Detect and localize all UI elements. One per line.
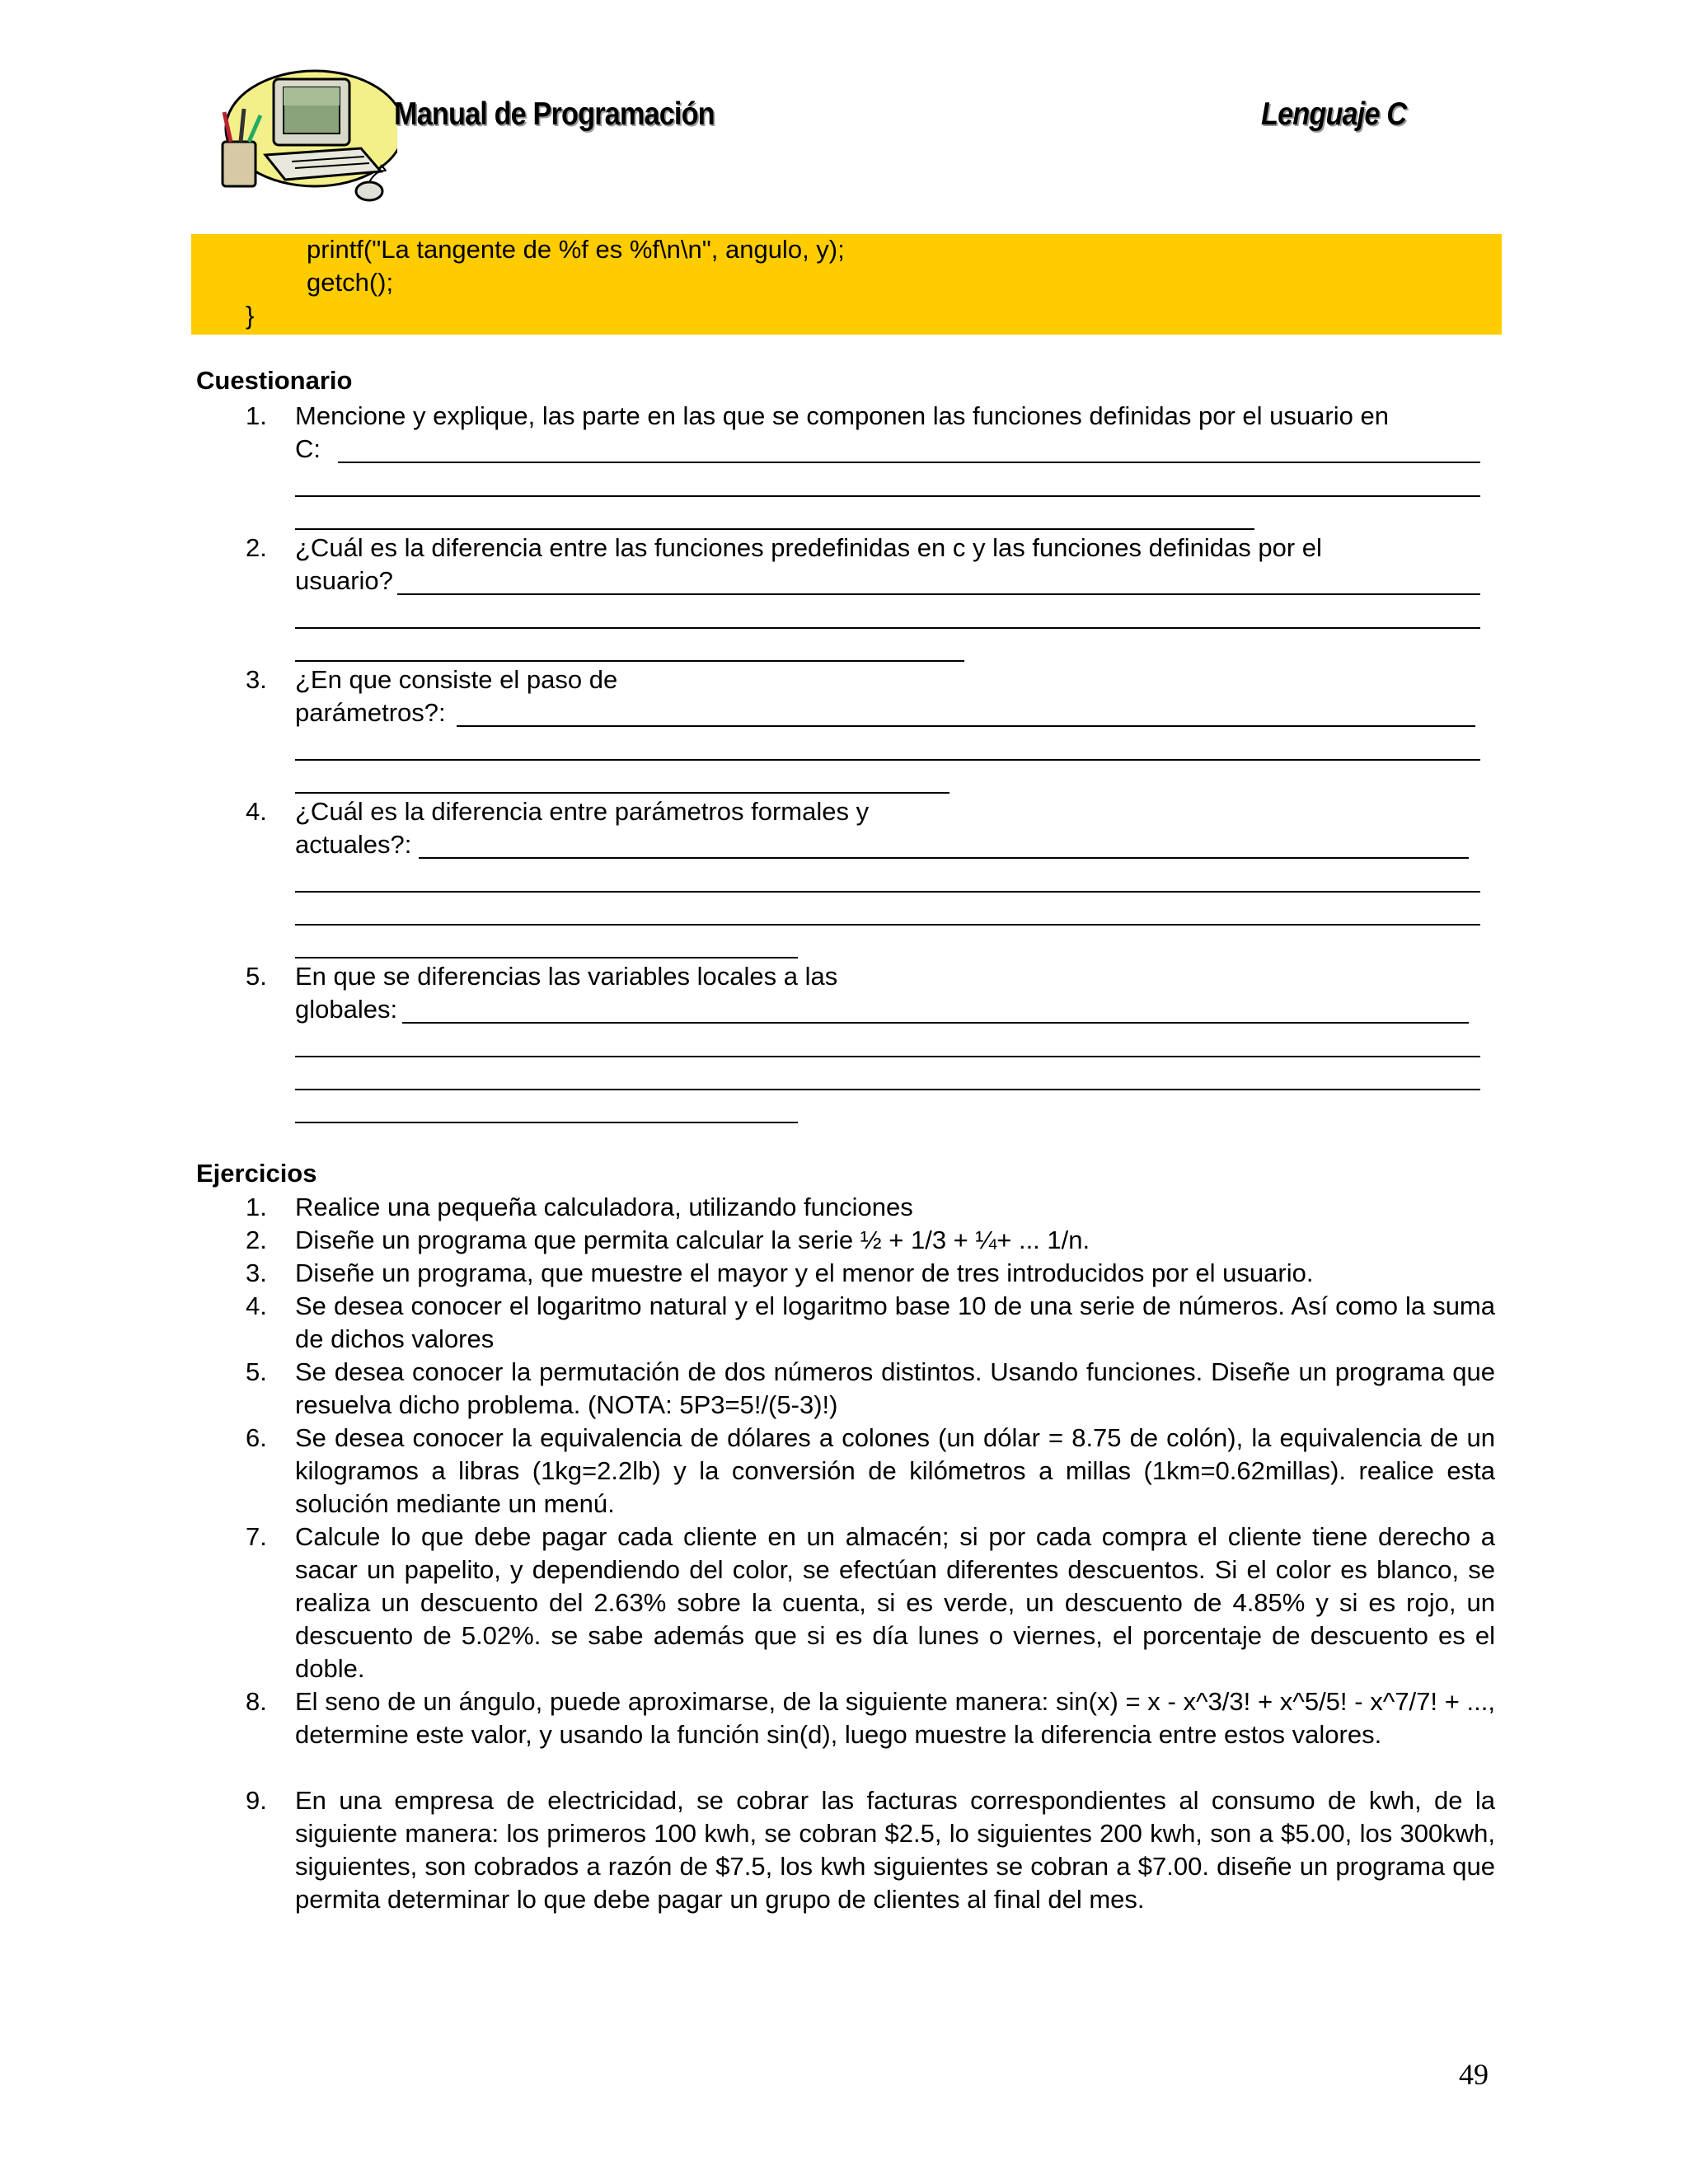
answer-line[interactable]	[295, 660, 964, 662]
answer-line[interactable]	[295, 792, 950, 794]
exercise-text: Se desea conocer la permutación de dos números distintos. Usando funciones. Diseñe un programa que resuelva dicho problema. (NOTA: 5P3=5!/(5-3)!)	[295, 1357, 1495, 1419]
exercise-number: 3.	[246, 1258, 267, 1287]
question-text-cont: globales:	[295, 995, 398, 1024]
exercise-number: 6.	[246, 1423, 267, 1452]
exercise-number: 2.	[246, 1226, 267, 1254]
question-number: 5.	[246, 962, 267, 991]
exercise-text: Se desea conocer la equivalencia de dólares a colones (un dólar = 8.75 de colón), la equivalencia de un kilogramos a libras (1kg=2.2lb) y la conversión de kilómetros a millas (1km=0.62millas). realice esta solución mediante un menú.	[295, 1423, 1495, 1518]
exercise-text: Diseñe un programa, que muestre el mayor y el menor de tres introducidos por el usuario.	[295, 1258, 1314, 1287]
code-line: getch();	[307, 268, 394, 297]
answer-line[interactable]	[295, 891, 1480, 893]
answer-line[interactable]	[295, 1122, 798, 1123]
exercise-number: 5.	[246, 1357, 267, 1386]
question-text: ¿Cuál es la diferencia entre las funciones predefinidas en c y las funciones definidas por el	[295, 533, 1322, 562]
exercise-text: Diseñe un programa que permita calcular la serie ½ + 1/3 + ¼+ ... 1/n.	[295, 1226, 1090, 1254]
answer-line[interactable]	[397, 593, 1480, 595]
exercise-number: 8.	[246, 1687, 267, 1716]
question-text: Mencione y explique, las parte en las que se componen las funciones definidas por el usuario en	[295, 401, 1389, 430]
code-line: }	[246, 301, 255, 330]
exercise-text: El seno de un ángulo, puede aproximarse, de la siguiente manera: sin(x) = x - x^3/3! + x^5/5! - x^7/7! + ..., determine este valor, y usando la función sin(d), luego muestre la diferencia entre estos valores.	[295, 1687, 1495, 1749]
answer-line[interactable]	[295, 957, 798, 958]
question-text-cont: parámetros?:	[295, 698, 446, 727]
exercise-number: 7.	[246, 1522, 267, 1551]
question-text-cont: C:	[295, 434, 321, 463]
exercise-text: Calcule lo que debe pagar cada cliente en un almacén; si por cada compra el cliente tiene derecho a sacar un papelito, y dependiendo del color, se efectúan diferentes descuentos. Si el color es blanco, se realiza un descuento del 2.63% sobre la cuenta, si es verde, un descuento de 4.85% y si es rojo, un descuento de 5.02%. se sabe además que si es día lunes o viernes, el porcentaje de descuento es el doble.	[295, 1522, 1495, 1683]
answer-line[interactable]	[338, 462, 1480, 463]
question-number: 3.	[246, 665, 267, 694]
question-text: ¿En que consiste el paso de	[295, 665, 618, 694]
answer-line[interactable]	[295, 924, 1480, 926]
question-text: En que se diferencias las variables locales a las	[295, 962, 838, 991]
ejercicios-heading: Ejercicios	[196, 1159, 317, 1188]
question-number: 4.	[246, 797, 267, 826]
exercise-text: Se desea conocer el logaritmo natural y el logaritmo base 10 de una serie de números. Así como la suma de dichos valores	[295, 1291, 1495, 1353]
answer-line[interactable]	[419, 857, 1469, 859]
answer-line[interactable]	[295, 627, 1480, 629]
question-text-cont: actuales?:	[295, 830, 412, 859]
exercise-text: En una empresa de electricidad, se cobrar las facturas correspondientes al consumo de kwh, de la siguiente manera: los primeros 100 kwh, se cobran $2.5, lo siguientes 200 kwh, son a $5.00, los 300kwh, siguientes, son cobrados a razón de $7.5, los kwh siguientes se cobran a $7.00. diseñe un programa que permita determinar lo que debe pagar un grupo de clientes al final del mes.	[295, 1786, 1495, 1914]
code-line: printf("La tangente de %f es %f\n\n", angulo, y);	[307, 235, 845, 264]
answer-line[interactable]	[295, 1056, 1480, 1057]
manual-title: Manual de Programación	[394, 96, 715, 132]
exercise-text: Realice una pequeña calculadora, utilizando funciones	[295, 1193, 913, 1221]
answer-line[interactable]	[457, 725, 1475, 727]
answer-line[interactable]	[295, 1089, 1480, 1090]
question-number: 1.	[246, 401, 267, 430]
computer-clipart-logo	[216, 63, 397, 219]
language-title: Lenguaje C	[1261, 96, 1407, 132]
exercise-number: 9.	[246, 1786, 267, 1815]
exercise-number: 1.	[246, 1193, 267, 1221]
answer-line[interactable]	[402, 1022, 1469, 1024]
question-text-cont: usuario?	[295, 566, 393, 595]
page-number: 49	[1459, 2058, 1489, 2091]
answer-line[interactable]	[295, 495, 1480, 497]
answer-line[interactable]	[295, 759, 1480, 761]
question-number: 2.	[246, 533, 267, 562]
cuestionario-heading: Cuestionario	[196, 366, 353, 395]
answer-line[interactable]	[295, 528, 1254, 530]
question-text: ¿Cuál es la diferencia entre parámetros formales y	[295, 797, 870, 826]
exercise-number: 4.	[246, 1291, 267, 1320]
